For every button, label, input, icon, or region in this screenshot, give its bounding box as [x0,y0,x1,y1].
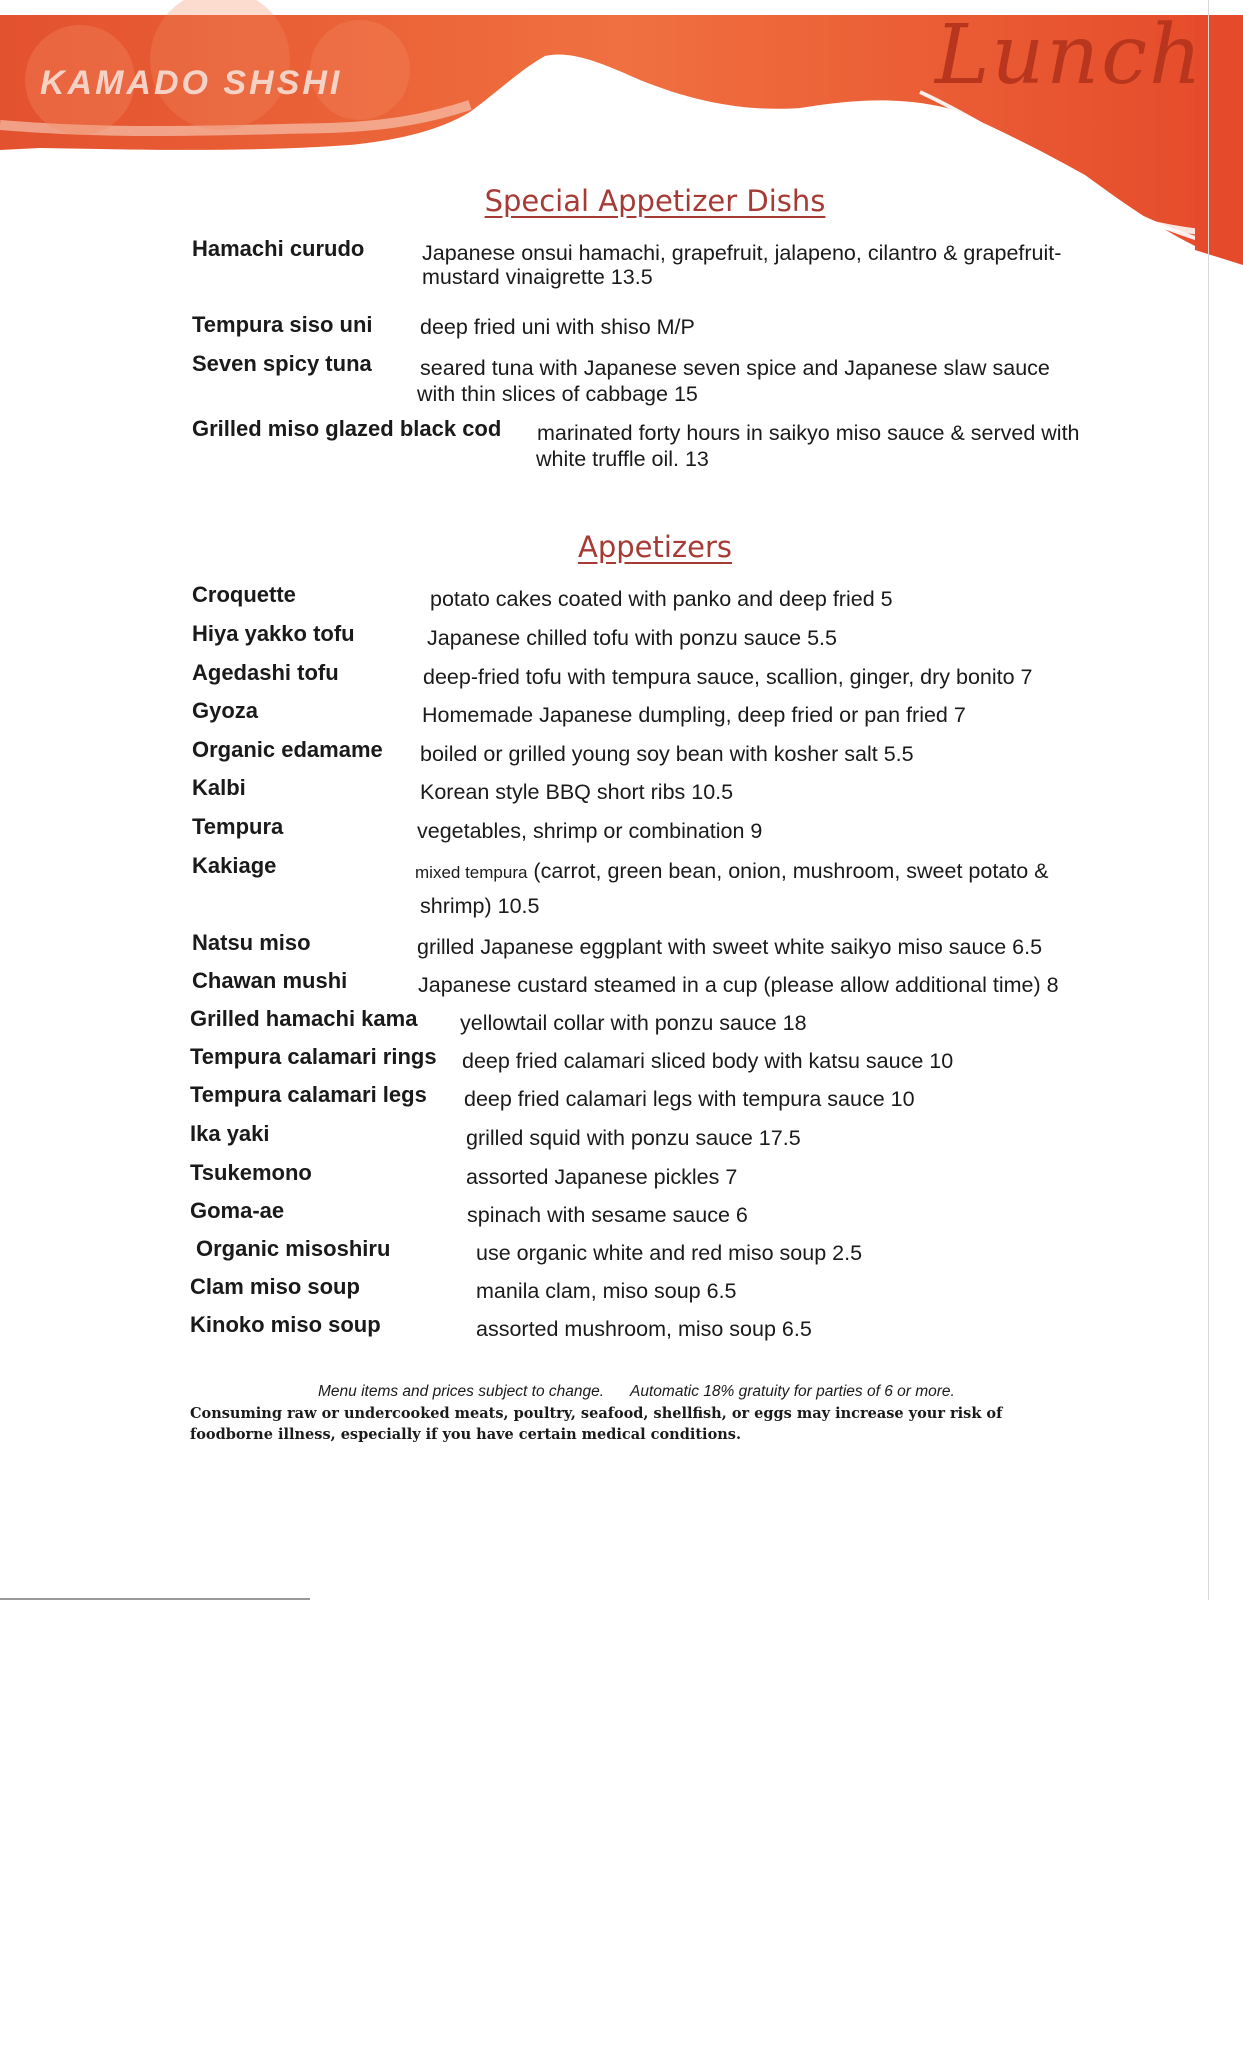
item-description: vegetables, shrimp or combination 9 [417,819,763,843]
item-name: Chawan mushi [192,968,348,993]
item-name: Tempura calamari legs [190,1082,427,1107]
item-name: Organic edamame [192,737,383,762]
item-description: marinated forty hours in saikyo miso sauce & served with [537,421,1080,445]
food-safety-warning: Consuming raw or undercooked meats, poultry, seafood, shellfish, or eggs may increase your risk of foodborne illness, especially if you have certain medical conditions. [190,1405,1003,1443]
item-name: Organic misoshiru [196,1236,391,1261]
item-name: Clam miso soup [190,1274,360,1299]
item-name: Hiya yakko tofu [192,621,355,646]
page-edge-rule [1208,0,1209,1600]
item-name: Kalbi [192,775,246,800]
item-name: Seven spicy tuna [192,351,372,376]
item-description-cont: mustard vinaigrette 13.5 [422,265,653,289]
item-description: assorted Japanese pickles 7 [466,1165,738,1189]
item-description: boiled or grilled young soy bean with kosher salt 5.5 [420,742,914,766]
item-name: Tempura calamari rings [190,1044,437,1069]
item-name: Grilled hamachi kama [190,1006,418,1031]
item-description: deep fried calamari legs with tempura sauce 10 [464,1087,915,1111]
item-description: seared tuna with Japanese seven spice and Japanese slaw sauce [420,356,1050,380]
special-appetizers-heading: Special Appetizer Dishs [484,184,826,218]
item-description: Korean style BBQ short ribs 10.5 [420,780,734,804]
menu-disclaimer [318,1383,955,1401]
item-name: Kakiage [192,853,277,878]
item-description-prefix: mixed tempura [415,863,528,882]
item-description-cont: white truffle oil. 13 [536,447,709,471]
item-description: yellowtail collar with ponzu sauce 18 [460,1011,807,1035]
item-description: Japanese chilled tofu with ponzu sauce 5.5 [427,626,837,650]
price-change-note: Menu items and prices subject to change. [318,1383,605,1400]
item-description-cont: with thin slices of cabbage 15 [417,382,698,406]
item-name: Tempura siso uni [192,312,373,337]
item-name: Tsukemono [190,1160,312,1185]
item-description: deep-fried tofu with tempura sauce, scallion, ginger, dry bonito 7 [423,665,1033,689]
item-description: grilled squid with ponzu sauce 17.5 [466,1126,801,1150]
item-description: Japanese custard steamed in a cup (please allow additional time) 8 [418,973,1059,997]
bottom-rule [0,1598,310,1600]
item-description: Homemade Japanese dumpling, deep fried or pan fried 7 [422,703,966,727]
item-name: Grilled miso glazed black cod [192,416,502,441]
item-name: Agedashi tofu [192,660,339,685]
item-description: deep fried calamari sliced body with katsu sauce 10 [462,1049,954,1073]
item-name: Goma-ae [190,1198,285,1223]
gratuity-note: Automatic 18% gratuity for parties of 6 or more. [630,1383,955,1400]
item-name: Gyoza [192,698,259,723]
item-description: assorted mushroom, miso soup 6.5 [476,1317,812,1341]
item-name: Croquette [192,582,296,607]
item-description [415,858,1049,886]
item-description: manila clam, miso soup 6.5 [476,1279,737,1303]
appetizers-heading: Appetizers [577,530,733,564]
item-description: use organic white and red miso soup 2.5 [476,1241,863,1265]
item-name: Kinoko miso soup [190,1312,381,1337]
item-name: Ika yaki [190,1121,270,1146]
item-description: grilled Japanese eggplant with sweet white saikyo miso sauce 6.5 [417,935,1043,959]
item-name: Natsu miso [192,930,311,955]
item-name: Tempura [192,814,284,839]
item-name: Hamachi curudo [192,236,365,261]
item-description-cont: shrimp) 10.5 [420,894,540,918]
item-description: deep fried uni with shiso M/P [420,315,695,339]
item-description: Japanese onsui hamachi, grapefruit, jalapeno, cilantro & grapefruit- [422,241,1062,265]
item-description: potato cakes coated with panko and deep fried 5 [430,587,893,611]
lunch-label: Lunch [935,8,1204,103]
item-description-main: (carrot, green bean, onion, mushroom, sweet potato & [527,859,1049,883]
item-description: spinach with sesame sauce 6 [467,1203,748,1227]
restaurant-brand: KAMADO SHSHI [40,64,343,102]
